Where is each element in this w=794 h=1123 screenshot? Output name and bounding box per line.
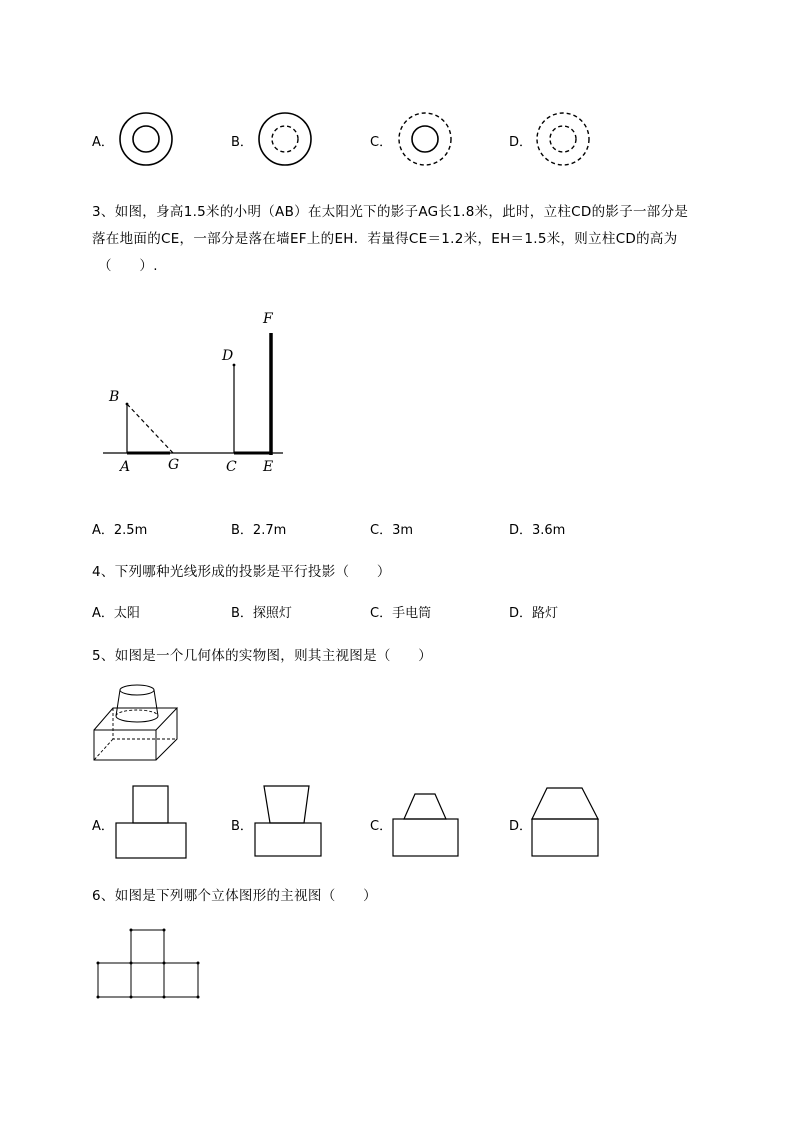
q4-option-c: C．手电筒 — [370, 606, 432, 621]
q3-option-a: A．2.5m — [92, 523, 148, 538]
q2-option-c-letter: C． — [370, 135, 393, 150]
q3-option-c: C．3m — [370, 523, 414, 538]
q6-question: 6、如图是下列哪个立体图形的主视图（ ） — [92, 888, 377, 904]
q3-label-f: F — [263, 311, 273, 327]
q5-option-c-letter: C． — [370, 819, 393, 834]
q5-option-d-letter: D． — [509, 819, 533, 834]
q3-label-e: E — [263, 459, 274, 475]
q3-label-a: A — [120, 459, 131, 475]
q4-option-a: A．太阳 — [92, 606, 140, 621]
q3-text-line-2: 落在地面的CE，一部分是落在墙EF上的EH．若量得CE＝1.2米，EH＝1.5米，则立柱CD的高为 — [92, 231, 678, 247]
q3-label-d: D — [222, 348, 234, 364]
q4-option-b: B．探照灯 — [231, 606, 292, 621]
q5-option-a-letter: A． — [92, 819, 114, 834]
q3-label-g: G — [168, 457, 180, 473]
q4-option-d: D．路灯 — [509, 606, 559, 621]
q4-question: 4、下列哪种光线形成的投影是平行投影（ ） — [92, 564, 391, 580]
q3-option-d: D．3.6m — [509, 523, 566, 538]
q3-text-line-1: 3、如图，身高1.5米的小明（AB）在太阳光下的影子AG长1.8米，此时，立柱CD的影子一部分是 — [92, 204, 689, 220]
q3-label-b: B — [109, 389, 120, 405]
q2-option-b-letter: B． — [231, 135, 253, 150]
q3-option-b: B．2.7m — [231, 523, 287, 538]
q5-question: 5、如图是一个几何体的实物图，则其主视图是（ ） — [92, 648, 433, 664]
q2-option-a-letter: A． — [92, 135, 114, 150]
q3-text-line-3: （ ）. — [98, 258, 158, 274]
q3-label-c: C — [226, 459, 237, 475]
q2-option-d-letter: D． — [509, 135, 533, 150]
q5-option-b-letter: B． — [231, 819, 253, 834]
